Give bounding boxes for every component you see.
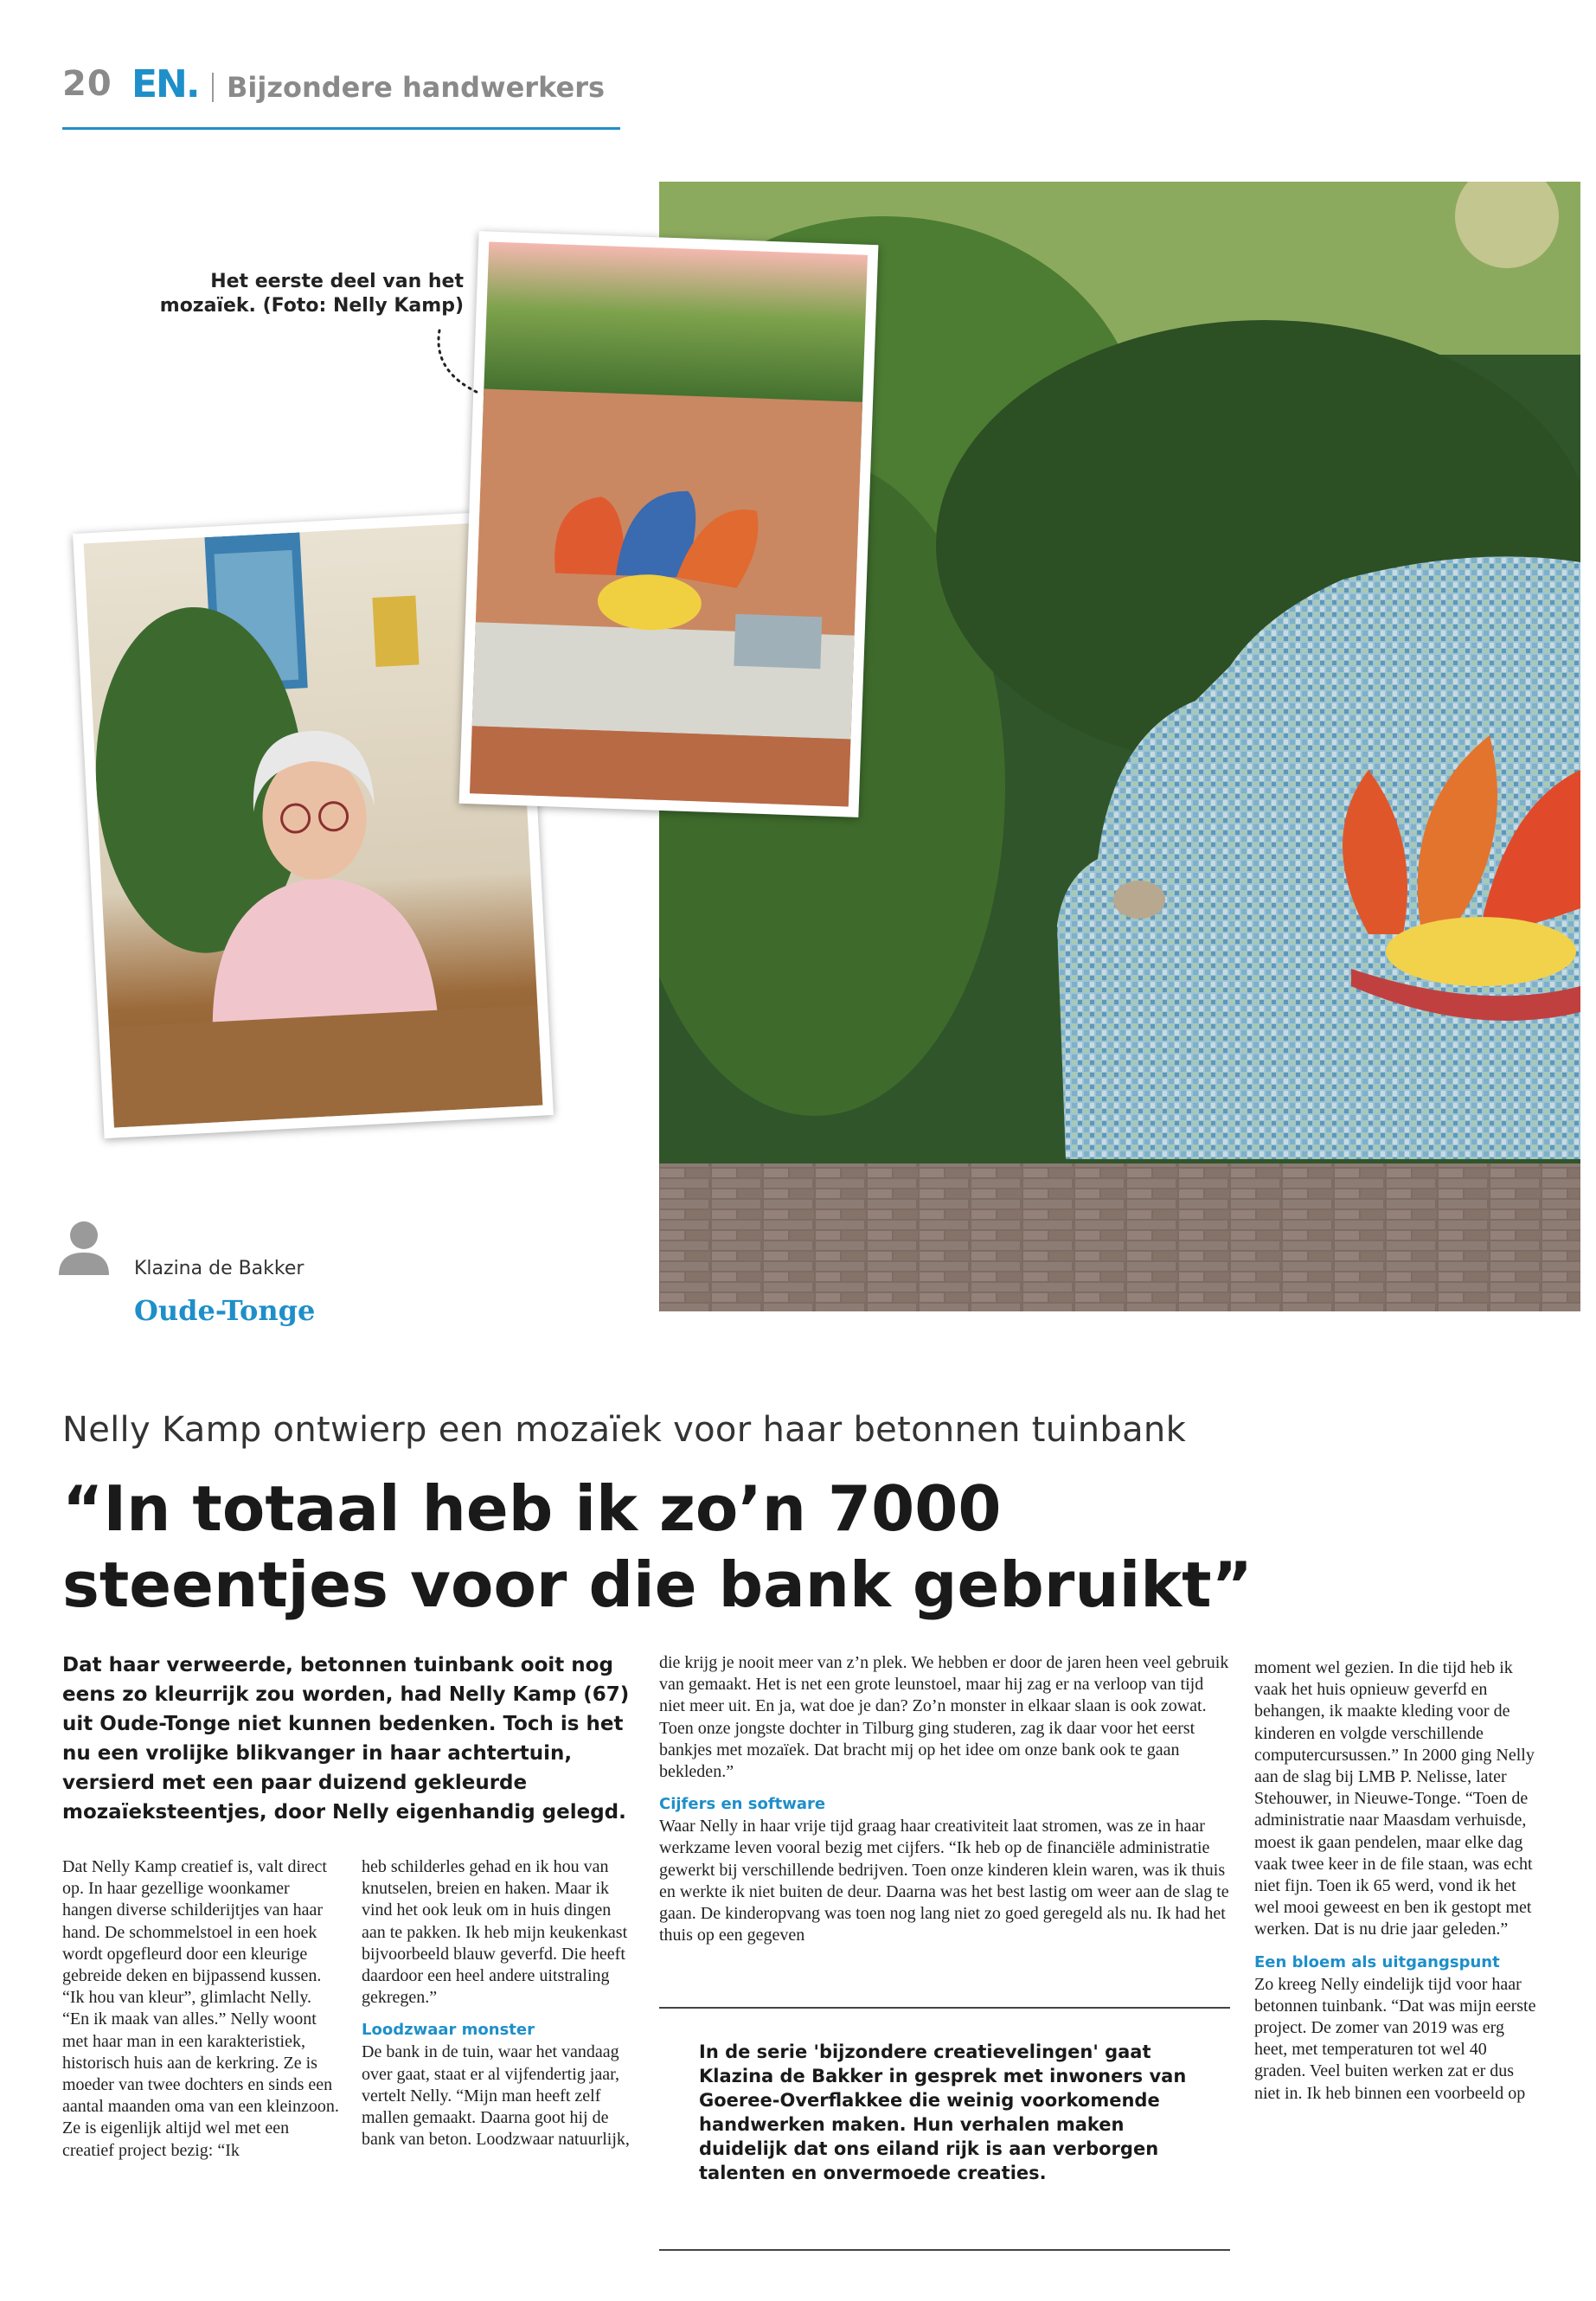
caption-pointer [433,329,484,398]
body-paragraph: Zo kreeg Nelly eindelijk tijd voor haar betonnen tuinbank. “Dat was mijn eerste project. De zomer van 2019 was erg heet, met temperaturen tot wel 40 graden. Veel buiten werken zat er dus niet in. Ik heb binnen een voorbeeld op [1254,1974,1536,2103]
subheading: Loodzwaar monster [362,2021,535,2040]
subheading: Een bloem als uitgangspunt [1254,1952,1500,1971]
body-paragraph: heb schilderles gehad en ik hou van knutselen, breien en haken. Maar ik vind het ook leuk om in huis dingen aan te pakken. Ik heb mijn keukenkast bijvoorbeeld blauw geverfd. Die heeft daardoor een heel andere uitstraling gekregen.” [362,1857,628,2008]
body-paragraph: Waar Nelly in haar vrije tijd graag haar creativiteit laat stromen, was ze in haar werkzame leven vooral bezig met cijfers. “Ik heb op de financiële administratie gewerkt bij verschillende bedrijven. Toen onze kinderen klein waren, was ik thuis en werkte ik niet buiten de deur. Daarna was het best lastig om weer aan de slag te gaan. De kinderopvang was toen nog lang niet zo goed geregeld als nu. Ik had het thuis op een gegeven [659,1817,1229,1945]
box-rule-bottom [659,2249,1230,2251]
body-paragraph: moment wel gezien. In die tijd heb ik vaak het huis opnieuw geverfd en behangen, ik maakte kleding voor de kinderen en volgde verschillende computercursussen.” In 2000 ging Nelly aan de slag bij LMB P. Nelisse, later Stehouwer, in Nieuwe-Tonge. “Toen de administratie naar Maasdam verhuisde, moest ik gaan pendelen, maar elke dag vaak twee keer in de file staan, was echt niet fijn. Toen ik 65 werd, vond ik het wel mooi geweest en ben ik gestopt met werken. Dat is nu drie jaar geleden.” [1254,1658,1535,1939]
kicker: Nelly Kamp ontwierp een mozaïek voor haar betonnen tuinbank [62,1410,1187,1450]
box-rule-top [659,2007,1230,2009]
author-name: Klazina de Bakker [134,1258,304,1279]
section-title: Bijzondere handwerkers [227,71,606,104]
photo-caption: Het eerste deel van het mozaïek. (Foto: Nelly Kamp) [159,271,464,317]
page-number: 20 [62,64,112,104]
body-column-4 [1254,1657,1540,2105]
subheading: Cijfers en software [659,1795,826,1814]
body-column-3 [659,1652,1230,1946]
first-mosaic-photo [459,231,879,817]
body-paragraph: Dat Nelly Kamp creatief is, valt direct op. In haar gezellige woonkamer hangen diverse schilderijtjes van haar hand. De schommelstoel in een hoek wordt opgefleurd door een kleurige gebreide deken en bijpassend kussen. “Ik hou van kleur”, glimlacht Nelly. “En ik maak van alles.” Nelly woont met haar man in een karakteristiek, historisch huis aan de kerkring. Ze is moeder van twee dochters en sinds een aantal maanden oma van een kleinzoon. Ze is eigenlijk altijd wel met een creatief project bezig: “Ik [62,1857,339,2160]
lead-paragraph: Dat haar verweerde, betonnen tuinbank ooit nog eens zo kleurrijk zou worden, had Nelly Kamp (67) uit Oude-Tonge niet kunnen bedenken. Toch is het nu een vrolijke blikvanger in haar achtertuin, versierd met een paar duizend gekleurde mozaïeksteentjes, door Nelly eigenhandig gelegd. [62,1654,630,1823]
first-mosaic-illustration [470,242,868,807]
series-info-box: In de serie 'bijzondere creatievelingen' gaat Klazina de Bakker in gesprek met inwoners van Goeree-Overflakkee die weinig voorkomende handwerken maken. Hun verhalen maken duidelijk dat ons eiland rijk is aan verborgen talenten en onvermoede creaties. [699,2041,1187,2183]
dateline-place: Oude-Tonge [134,1294,316,1327]
newspaper-logo: EN. [131,62,199,106]
body-paragraph: De bank in de tuin, waar het vandaag over gaat, staat er al vijfendertig jaar, vertelt Nelly. “Mijn man heeft zelf mallen gemaakt. Daarna goot hij de bank van beton. Loodzwaar natuurlijk, [362,2042,630,2150]
body-column-1 [62,1856,341,2162]
body-column-2 [362,1856,635,2150]
header-rule [62,127,620,130]
headline: “In totaal heb ik zo’n 7000 steentjes voor die bank gebruikt” [62,1472,1253,1621]
body-paragraph: die krijg je nooit meer van z’n plek. We hebben er door de jaren heen veel gebruik van gemaakt. Het is net een grote leunstoel, maar hij zag er na verloop van tijd niet meer uit. En ja, wat doe je dan? Zo’n monster in elkaar slaan is ook zowat. Toen onze jongste dochter in Tilburg ging studeren, zag ik daar voor het eerst bankjes met mozaïek. Dat bracht mij op het idee om onze bank ook te gaan bekleden.” [659,1653,1229,1782]
author-avatar-icon [59,1220,109,1275]
header-separator [212,73,214,102]
